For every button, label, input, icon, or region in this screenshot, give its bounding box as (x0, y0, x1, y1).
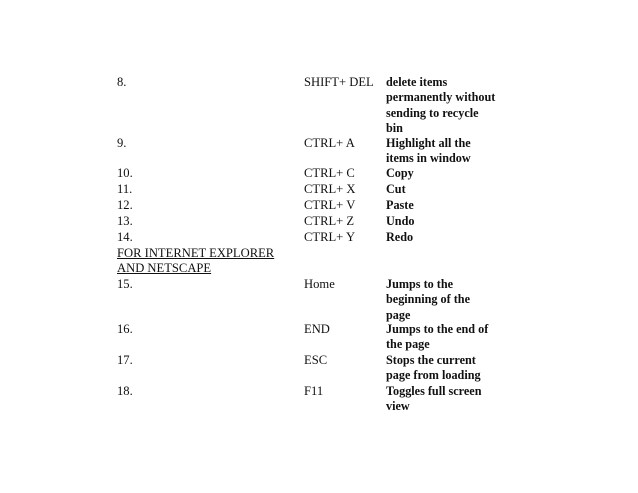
row-description (386, 277, 510, 323)
row-number: 11. (117, 182, 133, 196)
row-description-line: sending to recycle (386, 105, 479, 120)
row-description-line: Redo (386, 230, 414, 244)
row-description-line: Cut (386, 182, 406, 196)
section-heading-line: AND NETSCAPE (117, 261, 212, 276)
row-description (386, 214, 510, 229)
row-description-line: Undo (386, 214, 415, 228)
row-description (386, 182, 510, 197)
row-description (386, 198, 510, 213)
row-shortcut-key: CTRL+ Y (304, 230, 356, 244)
row-shortcut-key: END (304, 322, 330, 336)
row-description-line: beginning of the (386, 292, 470, 307)
row-shortcut-key: Home (304, 277, 335, 291)
row-shortcut-key: CTRL+ Z (304, 214, 355, 228)
row-shortcut-key: CTRL+ V (304, 198, 356, 212)
row-description (386, 353, 510, 384)
row-number: 10. (117, 166, 133, 180)
row-description-line: delete items (386, 75, 448, 89)
row-description-line: page from loading (386, 368, 481, 383)
row-number: 12. (117, 198, 133, 212)
row-description-line: items in window (386, 151, 471, 166)
row-description-line: Toggles full screen (386, 384, 482, 398)
row-description-line: permanently without (386, 90, 496, 105)
row-number: 8. (117, 75, 127, 89)
row-description (386, 230, 510, 245)
row-number: 15. (117, 277, 133, 291)
row-description (386, 322, 510, 353)
row-number: 14. (117, 230, 133, 244)
section-heading (117, 246, 274, 277)
row-description-line: bin (386, 120, 403, 135)
row-description-line: Paste (386, 198, 414, 212)
row-number: 18. (117, 384, 133, 398)
row-number: 17. (117, 353, 133, 367)
row-description (386, 384, 510, 415)
row-number: 9. (117, 136, 127, 150)
row-shortcut-key: CTRL+ C (304, 166, 355, 180)
row-shortcut-key: ESC (304, 353, 328, 367)
row-description (386, 166, 510, 181)
section-heading-line: FOR INTERNET EXPLORER (117, 246, 275, 260)
row-description-line: Stops the current (386, 353, 476, 367)
row-description-line: view (386, 399, 410, 414)
row-description-line: the page (386, 337, 430, 352)
row-number: 13. (117, 214, 133, 228)
row-description (386, 75, 510, 136)
row-shortcut-key: SHIFT+ DEL (304, 75, 374, 89)
row-number: 16. (117, 322, 133, 336)
row-shortcut-key: CTRL+ X (304, 182, 356, 196)
row-description (386, 136, 510, 167)
row-description-line: Highlight all the (386, 136, 471, 150)
row-description-line: page (386, 307, 411, 322)
row-description-line: Jumps to the (386, 277, 454, 291)
row-shortcut-key: CTRL+ A (304, 136, 355, 150)
row-shortcut-key: F11 (304, 384, 324, 398)
row-description-line: Jumps to the end of (386, 322, 489, 336)
row-description-line: Copy (386, 166, 414, 180)
